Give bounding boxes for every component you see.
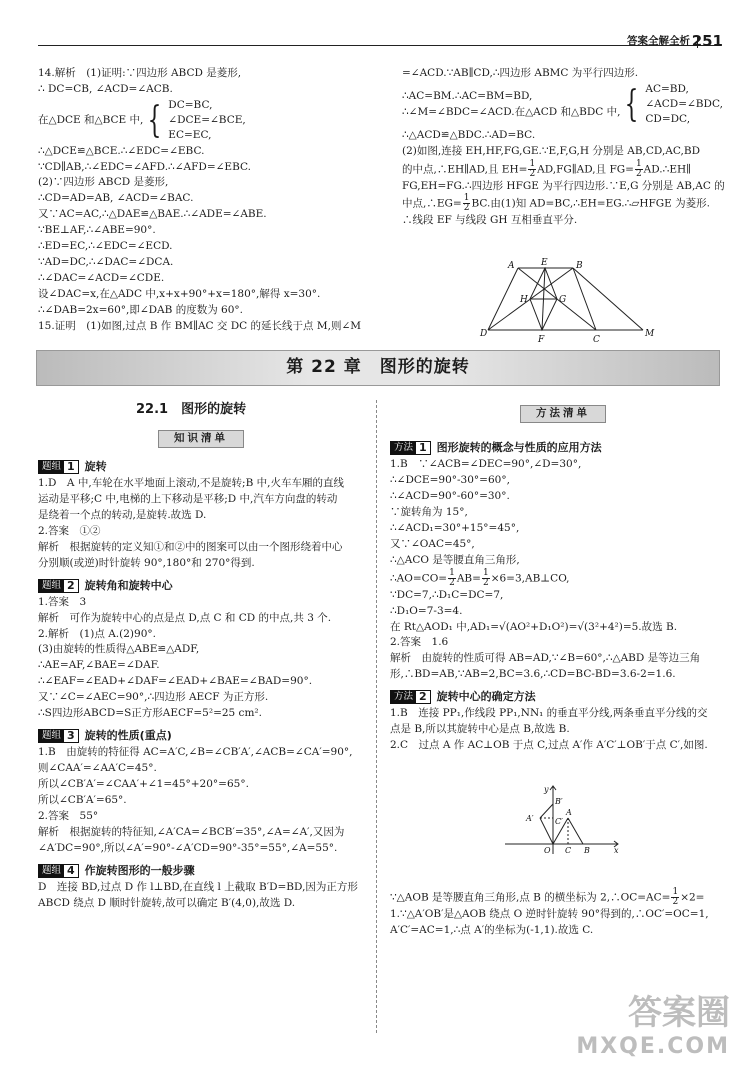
text-line: ∠A′DC=90°,所以∠A′=90°-∠A′CD=90°-35°=55°,∠A=55°. <box>38 841 338 854</box>
text-line: ∵DC=7,∴D₁C=DC=7, <box>390 588 504 601</box>
right-top-block <box>402 66 727 229</box>
fraction-denominator: 2 <box>482 577 489 588</box>
group-tag-number: 1 <box>67 460 75 473</box>
text-line: 是绕着一个点的转动,是旋转.故选 D. <box>38 508 207 521</box>
group-heading <box>38 728 373 745</box>
text-line: 又∵AC=AC,∴△DAE≌△BAE.∴∠ADE=∠ABE. <box>38 208 267 221</box>
point-label-A: A <box>508 261 515 271</box>
text-line: ∵CD∥AB,∴∠EDC=∠AFD.∴∠AFD=∠EBC. <box>38 160 251 173</box>
column-divider <box>376 400 377 1033</box>
right-bottom-block <box>390 888 725 939</box>
fraction <box>671 888 679 907</box>
text-line: ∴∠DAC=∠ACD=∠CDE. <box>38 272 165 285</box>
group-heading <box>38 459 373 476</box>
point-label-C: C <box>593 335 600 345</box>
text-line: 2.C 过点 A 作 AC⊥OB 于点 C,过点 A′作 A′C′⊥OB′于点 C′,如图. <box>390 739 708 752</box>
point-label-E: E <box>541 258 548 268</box>
text-line: 15.证明 (1)如图,过点 B 作 BM∥AC 交 DC 的延长线于点 M,则∠M <box>38 320 362 333</box>
text-line: 又∵∠C=∠AEC=90°,∴四边形 AECF 为正方形. <box>38 691 269 704</box>
group-tag-number: 3 <box>67 729 75 743</box>
method-tag-number: 1 <box>419 441 427 454</box>
fraction-numerator: 1 <box>449 567 455 578</box>
segment-A1B1 <box>540 804 553 818</box>
text-line: (3)由旋转的性质得△ABE≌△ADF, <box>38 643 200 656</box>
segment-OA1 <box>540 818 553 844</box>
method-tag-key: 方法 <box>391 441 416 455</box>
header-label: 答案全解全析 <box>627 35 690 47</box>
text-line: ∴∠EAF=∠EAD+∠DAF=∠EAD+∠BAE=∠BAD=90°. <box>38 675 313 688</box>
group-tag <box>38 864 79 878</box>
left-brace-icon: { <box>625 83 639 125</box>
text-span: AD,FG∥AD,且 FG= <box>537 163 634 176</box>
text-line: 又∵∠OAC=45°, <box>390 537 475 550</box>
group-title: 旋转角和旋转中心 <box>84 578 173 592</box>
text-span: 的中点,∴EH∥AD,且 EH= <box>402 163 528 176</box>
fraction <box>463 194 471 213</box>
text-line: ∴∠DCE=90°-30°=60°, <box>390 473 510 486</box>
text-line: 解析 根据旋转的特征知,∠A′CA=∠BCB′=35°,∠A=∠A′,又因为 <box>38 825 345 838</box>
knowledge-banner: 知识清单 <box>158 430 244 448</box>
text-line: 1.∵△A′OB′是△AOB 绕点 O 逆时针旋转 90°得到的,∴OC′=OC=1, <box>390 908 709 920</box>
text-line: 在 Rt△AOD₁ 中,AD₁=√(AO²+D₁O²)=√(3²+4²)=5.故选 B. <box>390 620 678 633</box>
text-line: A′C′=AC=1,∴点 A′的坐标为(-1,1).故选 C. <box>390 923 594 936</box>
text-line <box>402 160 727 179</box>
text-line: ∵旋转角为 15°, <box>390 505 468 518</box>
watermark-line1: 答案圈 <box>628 992 730 1033</box>
point-label-B1: B′ <box>555 797 563 806</box>
text-line: 1.B 由旋转的特征得 AC=A′C,∠B=∠CB′A′,∠ACB=∠CA′=90°, <box>38 746 353 759</box>
text-line: ∴AE=AF,∠BAE=∠DAF. <box>38 659 160 672</box>
text-line: CD=DC, <box>645 113 691 126</box>
text-line: 点是 B,所以其旋转中心是点 B,故选 B. <box>390 723 570 736</box>
fraction <box>448 569 456 588</box>
text-line: ∴S四边形ABCD=S正方形AECF=5²=25 cm². <box>38 707 262 720</box>
text-line: 2.答案 1.6 <box>390 636 449 649</box>
watermark <box>576 992 730 1063</box>
left-body-block <box>38 459 373 912</box>
point-label-O: O <box>544 846 551 855</box>
text-line: 在△DCE 和△BCE 中, <box>38 113 144 126</box>
text-line: 分别顺(或逆)时针旋转 90°,180°和 270°得到. <box>38 556 255 569</box>
text-line: ∴线段 EF 与线段 GH 互相垂直平分. <box>402 214 578 227</box>
text-line: ∴△ACD≌△BDC.∴AD=BC. <box>402 128 536 141</box>
text-line: 1.D A 中,车轮在水平地面上滚动,不是旋转;B 中,火车车厢的直线 <box>38 476 344 489</box>
fraction-denominator: 2 <box>463 203 470 214</box>
text-line: ∴∠ACD=90°-60°=30°. <box>390 489 510 502</box>
group-tag-key: 题组 <box>39 729 64 743</box>
method-title: 旋转中心的确定方法 <box>436 690 536 704</box>
group-tag <box>38 579 79 593</box>
text-line: 1.答案 3 <box>38 595 87 608</box>
text-line <box>402 194 727 213</box>
point-label-C1: C′ <box>555 817 563 826</box>
text-line: ∴△DCE≌△BCE.∴∠EDC=∠EBC. <box>38 144 205 157</box>
rotation-figure <box>500 782 625 857</box>
brace-system <box>620 82 722 128</box>
text-line: =∠ACD.∵AB∥CD,∴四边形 ABMC 为平行四边形. <box>402 67 639 79</box>
fraction-denominator: 2 <box>672 897 679 907</box>
left-brace-icon: { <box>147 99 162 141</box>
text-line: ∴AC=BM.∴AC=BM=BD, <box>402 89 533 102</box>
segment-AD <box>488 268 518 330</box>
text-line: ∠DCE=∠BCE, <box>168 114 246 127</box>
group-title: 旋转 <box>84 460 107 473</box>
brace-group <box>38 98 378 144</box>
text-line: (2)∵四边形 ABCD 是菱形, <box>38 176 169 189</box>
fraction-denominator: 2 <box>449 577 455 588</box>
group-heading <box>38 578 373 595</box>
fraction-numerator: 1 <box>672 887 679 897</box>
text-line: 2.解析 (1)点 A.(2)90°. <box>38 627 156 640</box>
text-line: ∴△ACO 是等腰直角三角形, <box>390 553 520 566</box>
text-line: ∴D₁O=7-3=4. <box>390 604 463 617</box>
fraction-numerator: 1 <box>463 193 470 204</box>
text-line: 2.答案 ①② <box>38 524 101 537</box>
point-label-B: B <box>576 261 583 271</box>
fraction-numerator: 1 <box>529 158 536 169</box>
text-span: ∵△AOB 是等腰直角三角形,点 B 的横坐标为 2,∴OC=AC= <box>390 891 671 904</box>
text-line: ∴ DC=CB, ∠ACD=∠ACB. <box>38 82 173 95</box>
text-line: ABCD 绕点 D 顺时针旋转,故可以确定 B′(4,0),故选 D. <box>38 896 296 909</box>
right-body-block <box>390 440 725 754</box>
method-banner: 方法清单 <box>520 405 606 423</box>
point-label-F: F <box>538 335 545 345</box>
brace-group <box>402 82 727 128</box>
axis-label-x: x <box>614 846 619 855</box>
text-line: ∴∠ACD₁=30°+15°=45°, <box>390 521 520 534</box>
group-tag <box>38 729 79 743</box>
fraction <box>528 160 536 179</box>
section-title: 22.1 图形的旋转 <box>136 402 247 417</box>
text-line: 解析 由旋转的性质可得 AB=AD,∵∠B=60°,∴△ABD 是等边三角 <box>390 652 701 665</box>
text-line <box>390 569 725 588</box>
point-label-A: A <box>566 808 572 817</box>
text-line: 设∠DAC=x,在△ADC 中,x+x+90°+x=180°,解得 x=30°. <box>38 288 321 301</box>
fraction-numerator: 1 <box>482 567 489 578</box>
text-line: AC=BD, <box>645 82 689 95</box>
text-line: 运动是平移;C 中,电梯的上下移动是平移;D 中,汽车方向盘的转动 <box>38 492 338 505</box>
text-line: (2)如图,连接 EH,HF,FG,GE.∵E,F,G,H 分别是 AB,CD,AC,BD <box>402 144 700 157</box>
group-tag-number: 2 <box>67 578 75 592</box>
chapter-title: 第 22 章 图形的旋转 <box>286 357 470 378</box>
group-title: 作旋转图形的一般步骤 <box>84 863 195 877</box>
point-label-B: B <box>584 846 590 855</box>
group-tag-key: 题组 <box>39 864 64 878</box>
fraction-numerator: 1 <box>635 158 642 169</box>
method-tag <box>390 441 431 455</box>
watermark-line2: MXQE.COM <box>576 1033 730 1059</box>
header-rule <box>38 45 720 46</box>
text-line: 则∠CAA′=∠AA′C=45°. <box>38 762 157 775</box>
fraction <box>635 160 643 179</box>
text-line: 所以∠CB′A′=∠CAA′+∠1=45°+20°=65°. <box>38 778 249 791</box>
group-tag <box>38 460 79 474</box>
group-heading <box>38 863 373 880</box>
text-line: D 连接 BD,过点 D 作 l⊥BD,在直线 l 上截取 B′D=BD,因为正方形 <box>38 880 358 893</box>
text-span: 中点,∴EG= <box>402 197 462 210</box>
text-line: 14.解析 (1)证明:∵四边形 ABCD 是菱形, <box>38 67 242 79</box>
text-line: ∵AD=DC,∴∠DAC=∠DCA. <box>38 256 174 269</box>
group-title: 旋转的性质(重点) <box>84 729 172 743</box>
text-line: ∵BE⊥AF,∴∠ABE=90°. <box>38 224 156 237</box>
text-line: 解析 根据旋转的定义知①和②中的图案可以由一个图形绕着中心 <box>38 540 343 553</box>
point-label-A1: A′ <box>526 814 534 823</box>
group-tag-key: 题组 <box>39 579 64 593</box>
text-line: 1.B 连接 PP₁,作线段 PP₁,NN₁ 的垂直平分线,两条垂直平分线的交 <box>390 707 708 720</box>
text-span: AB= <box>456 572 481 585</box>
segment-AB <box>568 818 583 844</box>
text-line: EC=EC, <box>168 129 212 142</box>
point-label-D: D <box>480 329 488 339</box>
method-title: 图形旋转的概念与性质的应用方法 <box>436 441 602 454</box>
text-line: ∴∠DAB=2x=60°,即∠DAB 的度数为 60°. <box>38 304 243 317</box>
fraction-denominator: 2 <box>635 168 642 179</box>
text-line: 2.答案 55° <box>38 810 99 823</box>
text-line: ∴CD=AD=AB, ∠ACD=∠BAC. <box>38 192 194 205</box>
method-heading <box>390 689 725 706</box>
text-span: ×6=3,AB⊥CO, <box>490 572 570 585</box>
text-span: ×2= <box>680 891 705 904</box>
text-line: ∴∠M=∠BDC=∠ACD.在△ACD 和△BDC 中, <box>402 105 621 118</box>
text-line: 形,∴BD=AB,∵AB=2,BC=3.6,∴CD=BC-BD=3.6-2=1.6. <box>390 668 676 681</box>
trapezoid-figure <box>478 258 658 348</box>
axis-label-y: y <box>544 785 549 794</box>
text-line: 解析 可作为旋转中心的点是点 D,点 C 和 CD 的中点,共 3 个. <box>38 611 332 624</box>
point-label-H: H <box>520 295 528 305</box>
text-line: 1.B ∵∠ACB=∠DEC=90°,∠D=30°, <box>390 457 582 470</box>
text-span: ∴AO=CO= <box>390 572 448 585</box>
method-tag-number: 2 <box>419 690 427 704</box>
left-top-block <box>38 66 378 335</box>
page-number: 251 <box>691 32 723 50</box>
text-line: FG,EH=FG.∴四边形 HFGE 为平行四边形.∵E,G 分别是 AB,AC 的 <box>402 179 725 192</box>
text-span: AD.∴EH∥ <box>643 163 691 176</box>
point-label-C: C <box>565 846 572 855</box>
text-line <box>390 888 725 907</box>
text-line: ∠ACD=∠BDC, <box>645 98 723 111</box>
method-heading <box>390 440 725 457</box>
brace-system <box>143 98 245 144</box>
point-label-M: M <box>645 329 655 339</box>
fraction <box>482 569 490 588</box>
text-line: DC=BC, <box>168 98 213 111</box>
chapter-banner <box>36 350 720 386</box>
point-label-G: G <box>559 295 567 305</box>
text-line: 所以∠CB′A′=65°. <box>38 794 127 807</box>
fraction-denominator: 2 <box>529 168 536 179</box>
group-tag-number: 4 <box>67 863 75 877</box>
text-span: BC.由(1)知 AD=BC,∴EH=EG.∴▱HFGE 为菱形. <box>471 197 711 210</box>
method-tag <box>390 690 431 704</box>
text-line: ∴ED=EC,∴∠EDC=∠ECD. <box>38 240 173 253</box>
method-tag-key: 方法 <box>391 690 416 704</box>
group-tag-key: 题组 <box>39 460 64 474</box>
